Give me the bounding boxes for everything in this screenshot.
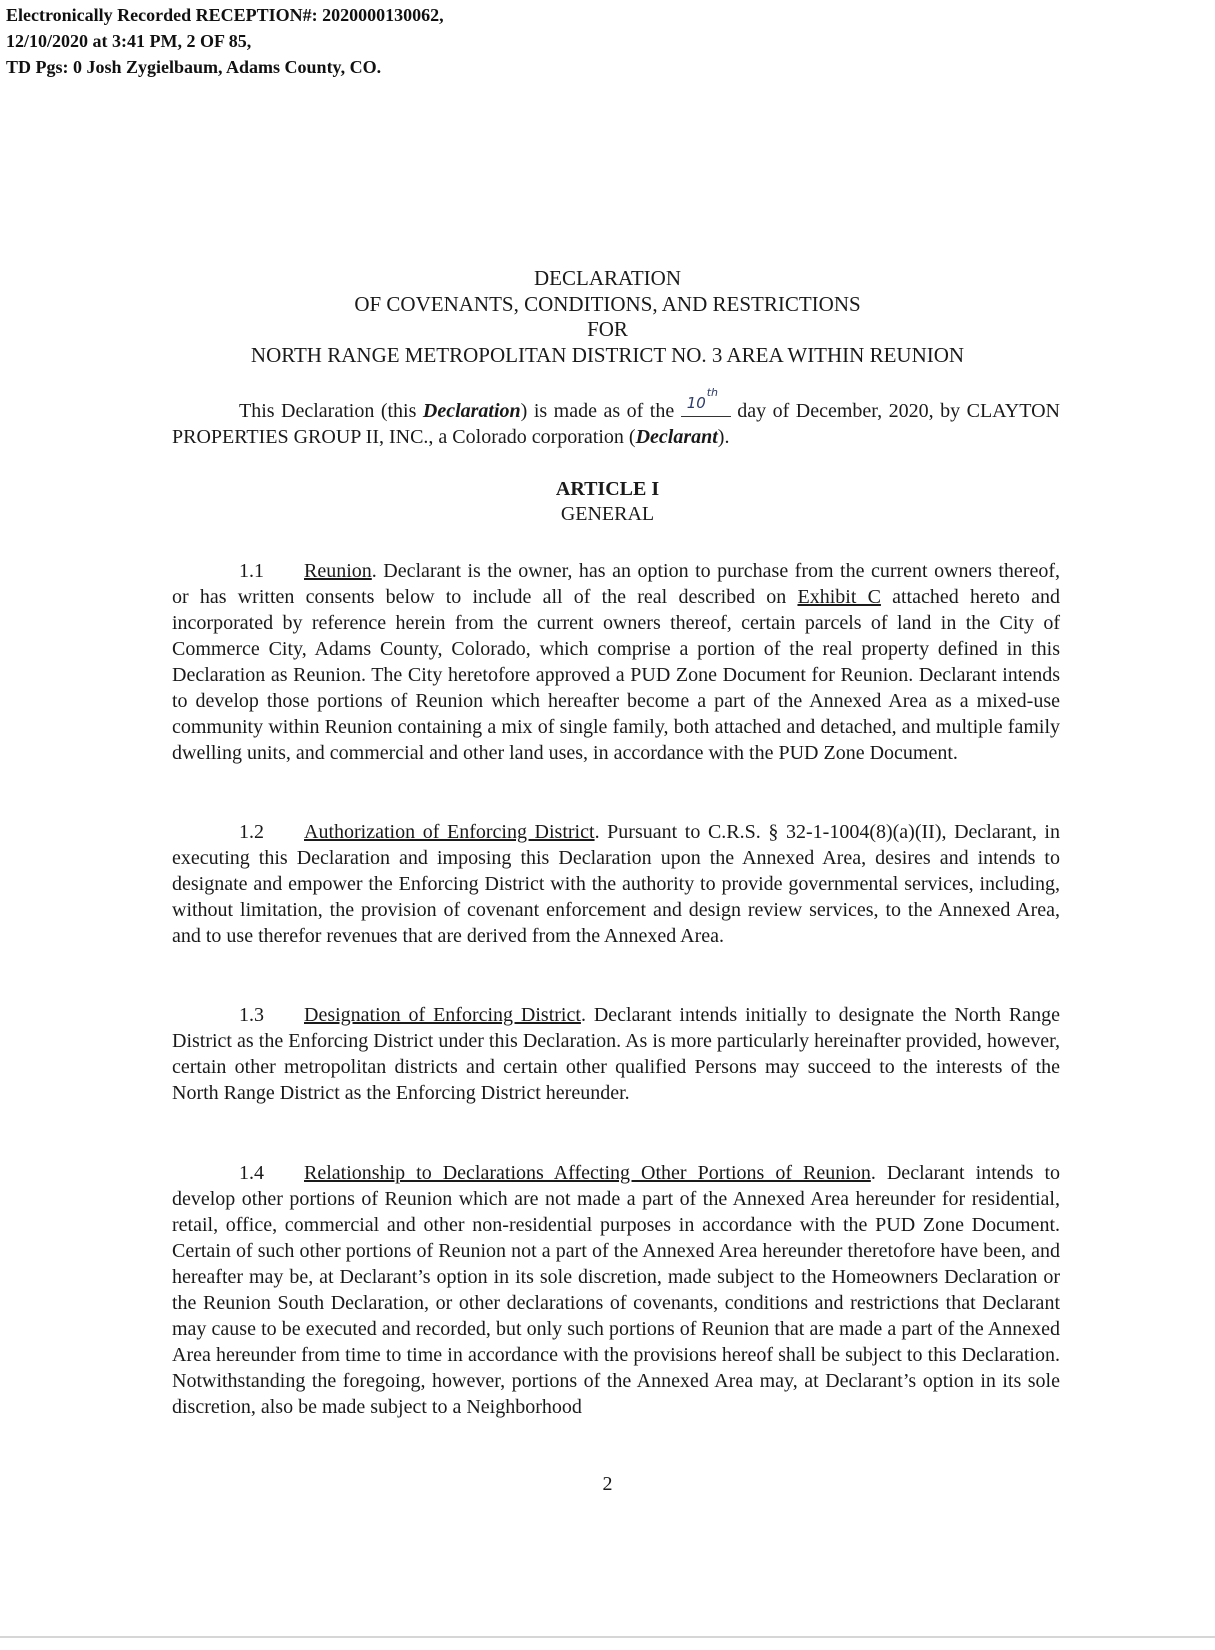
section-text: . Pursuant to C.R.S. § 32-1-1004(8)(a)(II), Declarant, in executing this Declaration and imposing this Declaration upon the Annexed Area, desires and intends to designate and empower the Enforcing District with the authority to provide governmental services, including, without limitation, the provision of covenant enforcement and design review services, to the Annexed Area, and to use therefor revenues that are derived from the Annexed Area. [172, 821, 1060, 947]
section-number: 1.3 [239, 1004, 264, 1026]
title-line-2: OF COVENANTS, CONDITIONS, AND RESTRICTIONS [354, 291, 861, 316]
section-text: . Declarant intends to develop other portions of Reunion which are not made a part of the Annexed Area hereunder for residential, retail, office, commercial and other non-residential purposes in accordance with the PUD Zone Document. Certain of such other portions of Reunion not a part of the Annexed Area hereunder theretofore have been, and hereafter may be, at Declarant’s option in its sole discretion, made subject to the Homeowners Declaration or the Reunion South Declaration, or other declarations of covenants, conditions and restrictions that Declarant may cause to be executed and recorded, but only such portions of Reunion that are made a part of the Annexed Area hereunder from time to time in accordance with the provisions hereof shall be subject to this Declaration. Notwithstanding the foregoing, however, portions of the Annexed Area may, at Declarant’s option in its sole discretion, also be made subject to a Neighborhood [172, 1162, 1060, 1418]
intro-text-3: day of December, 2020, by CLAYTON PROPERTIES GROUP II, INC., a Colorado corporation ( [172, 400, 1060, 448]
handwritten-day: 10 [686, 394, 706, 412]
section-1-2 [172, 819, 1060, 949]
title-line-1: DECLARATION [534, 266, 681, 290]
intro-paragraph [172, 386, 1060, 450]
intro-text-1: This Declaration (this [239, 400, 423, 422]
term-declaration: Declaration [422, 400, 521, 422]
page-number: 2 [602, 1473, 613, 1495]
section-1-3 [172, 1002, 1060, 1106]
intro-text-4: ). [717, 426, 730, 448]
scan-edge-divider [0, 1636, 1215, 1638]
intro-text-2: ) is made as of the [520, 400, 681, 422]
title-line-3: FOR [587, 317, 628, 341]
handwritten-date [681, 386, 731, 417]
term-declarant: Declarant [635, 426, 718, 448]
stamp-line-1: Electronically Recorded RECEPTION#: 2020000130062, [6, 5, 444, 25]
section-heading: Designation of Enforcing District [304, 1004, 581, 1026]
section-heading: Authorization of Enforcing District [304, 821, 595, 843]
section-1-4 [172, 1160, 1060, 1420]
section-number: 1.2 [239, 821, 264, 843]
article-number: ARTICLE I [555, 478, 660, 500]
exhibit-reference: Exhibit C [797, 586, 881, 608]
article-name: GENERAL [560, 503, 655, 525]
stamp-line-2: 12/10/2020 at 3:41 PM, 2 OF 85, [6, 31, 252, 51]
article-heading [0, 477, 1215, 527]
section-1-1 [172, 558, 1060, 766]
section-text-cont: attached hereto and incorporated by reference herein from the current owners thereof, certain parcels of land in the City of Commerce City, Adams County, Colorado, which comprise a portion of the real property defined in this Declaration as Reunion. The City heretofore approved a PUD Zone Document for Reunion. Declarant intends to develop those portions of Reunion which hereafter become a part of the Annexed Area as a mixed-use community within Reunion containing a mix of single family, both attached and detached, and multiple family dwelling units, and commercial and other land uses, in accordance with the PUD Zone Document. [172, 586, 1060, 764]
section-heading: Relationship to Declarations Affecting Other Portions of Reunion [304, 1162, 871, 1184]
handwritten-suffix: th [706, 386, 719, 399]
intro-indent [172, 400, 239, 422]
section-number: 1.1 [239, 560, 264, 582]
document-title [0, 266, 1215, 368]
stamp-line-3: TD Pgs: 0 Josh Zygielbaum, Adams County, CO. [6, 57, 382, 77]
recording-stamp [6, 2, 444, 80]
section-number: 1.4 [239, 1162, 264, 1184]
section-heading: Reunion [304, 560, 372, 582]
section-text: . Declarant is the owner, has an option to purchase from the current owners thereof, or has written consents below to include all of the real described on [172, 560, 1060, 608]
title-line-4: NORTH RANGE METROPOLITAN DISTRICT NO. 3 AREA WITHIN REUNION [250, 342, 965, 367]
section-text: . Declarant intends initially to designate the North Range District as the Enforcing District under this Declaration. As is more particularly hereinafter provided, however, certain other metropolitan districts and certain other qualified Persons may succeed to the interests of the North Range District as the Enforcing District hereunder. [172, 1004, 1060, 1104]
